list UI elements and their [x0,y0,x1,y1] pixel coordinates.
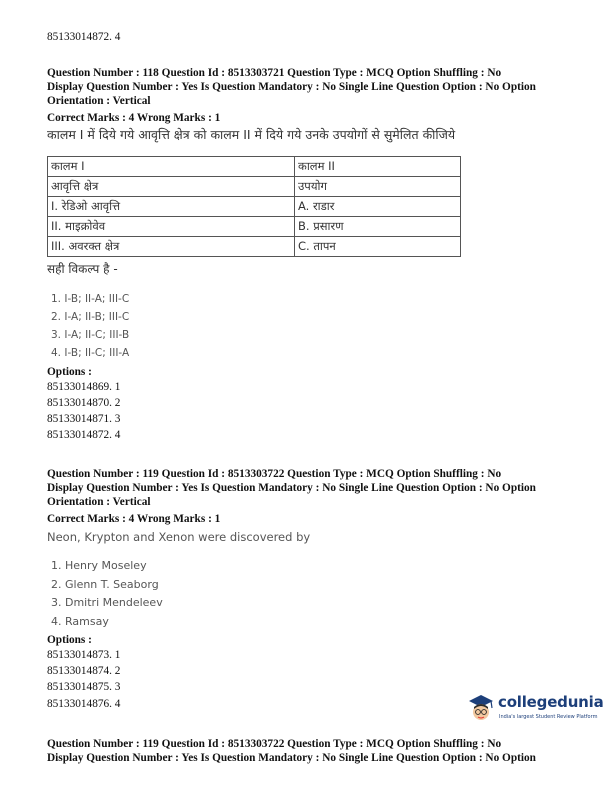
q119-header-line2: Display Question Number : Yes Is Question Mandatory : No Single Line Question Option : No Option [47,482,536,494]
q119-options-label: Options : [47,634,92,646]
q118-question-text: कालम I में दिये गये आवृत्ति क्षेत्र को कालम II में दिये गये उनके उपयोगों से सुमेलित कीजिये [47,127,456,142]
q118-header-line1: Question Number : 118 Question Id : 8513303721 Question Type : MCQ Option Shuffling : No [47,67,502,79]
list-item: 4. Ramsay [51,614,109,628]
q119-choice-list [51,557,163,631]
q118-marks: Correct Marks : 4 Wrong Marks : 1 [47,112,221,124]
list-item: 3. Dmitri Mendeleev [51,596,163,609]
list-item: 2. Glenn T. Seaborg [51,577,159,591]
table-row [48,237,461,257]
table-cell: उपयोग [295,177,461,197]
q118-match-table [47,156,461,257]
q119-repeat-header-line1: Question Number : 119 Question Id : 8513303722 Question Type : MCQ Option Shuffling : No [47,738,502,750]
table-cell: C. तापन [295,237,461,257]
table-cell: A. राडार [295,197,461,217]
q119-header-line1: Question Number : 119 Question Id : 8513303722 Question Type : MCQ Option Shuffling : No [47,468,502,480]
q118-option-3: 85133014871. 3 [47,413,121,425]
list-item: 3. I-A; II-C; III-B [51,329,130,341]
q119-repeat-header-line2: Display Question Number : Yes Is Question Mandatory : No Single Line Question Option : No Option [47,752,536,764]
table-row [48,177,461,197]
list-item: 2. I-A; II-B; III-C [51,311,130,323]
q118-header-line2: Display Question Number : Yes Is Question Mandatory : No Single Line Question Option : No Option [47,81,536,93]
table-cell: आवृत्ति क्षेत्र [48,177,295,197]
logo-wordmark: collegedunia [498,693,604,711]
table-cell: I. रेडिओ आवृत्ति [48,197,295,217]
q118-choice-list [51,290,129,362]
table-cell: III. अवरक्त क्षेत्र [48,237,295,257]
q119-option-3: 85133014875. 3 [47,681,121,693]
q119-option-2: 85133014874. 2 [47,665,121,677]
q118-option-4: 85133014872. 4 [47,429,121,441]
q119-option-4: 85133014876. 4 [47,698,121,710]
list-item: 1. I-B; II-A; III-C [51,293,130,305]
q118-options-label: Options : [47,366,92,378]
table-cell: कालम I [48,157,295,177]
list-item: 1. Henry Moseley [51,559,147,572]
top-option-line: 85133014872. 4 [47,31,121,43]
q118-prompt: सही विकल्प है - [47,262,118,276]
logo-tagline: India's largest Student Review Platform [499,714,598,720]
list-item: 4. I-B; II-C; III-A [51,347,130,359]
q119-header-line3: Orientation : Vertical [47,496,151,508]
table-row [48,197,461,217]
table-row [48,217,461,237]
student-mascot-icon [466,692,496,724]
q119-option-1: 85133014873. 1 [47,649,121,661]
q118-header-line3: Orientation : Vertical [47,95,151,107]
q118-option-2: 85133014870. 2 [47,397,121,409]
q119-marks: Correct Marks : 4 Wrong Marks : 1 [47,513,221,525]
q118-option-1: 85133014869. 1 [47,381,121,393]
q119-question-text: Neon, Krypton and Xenon were discovered by [47,530,311,544]
table-cell: II. माइक्रोवेव [48,217,295,237]
table-cell: कालम II [295,157,461,177]
table-cell: B. प्रसारण [295,217,461,237]
collegedunia-logo [466,690,604,730]
table-row [48,157,461,177]
